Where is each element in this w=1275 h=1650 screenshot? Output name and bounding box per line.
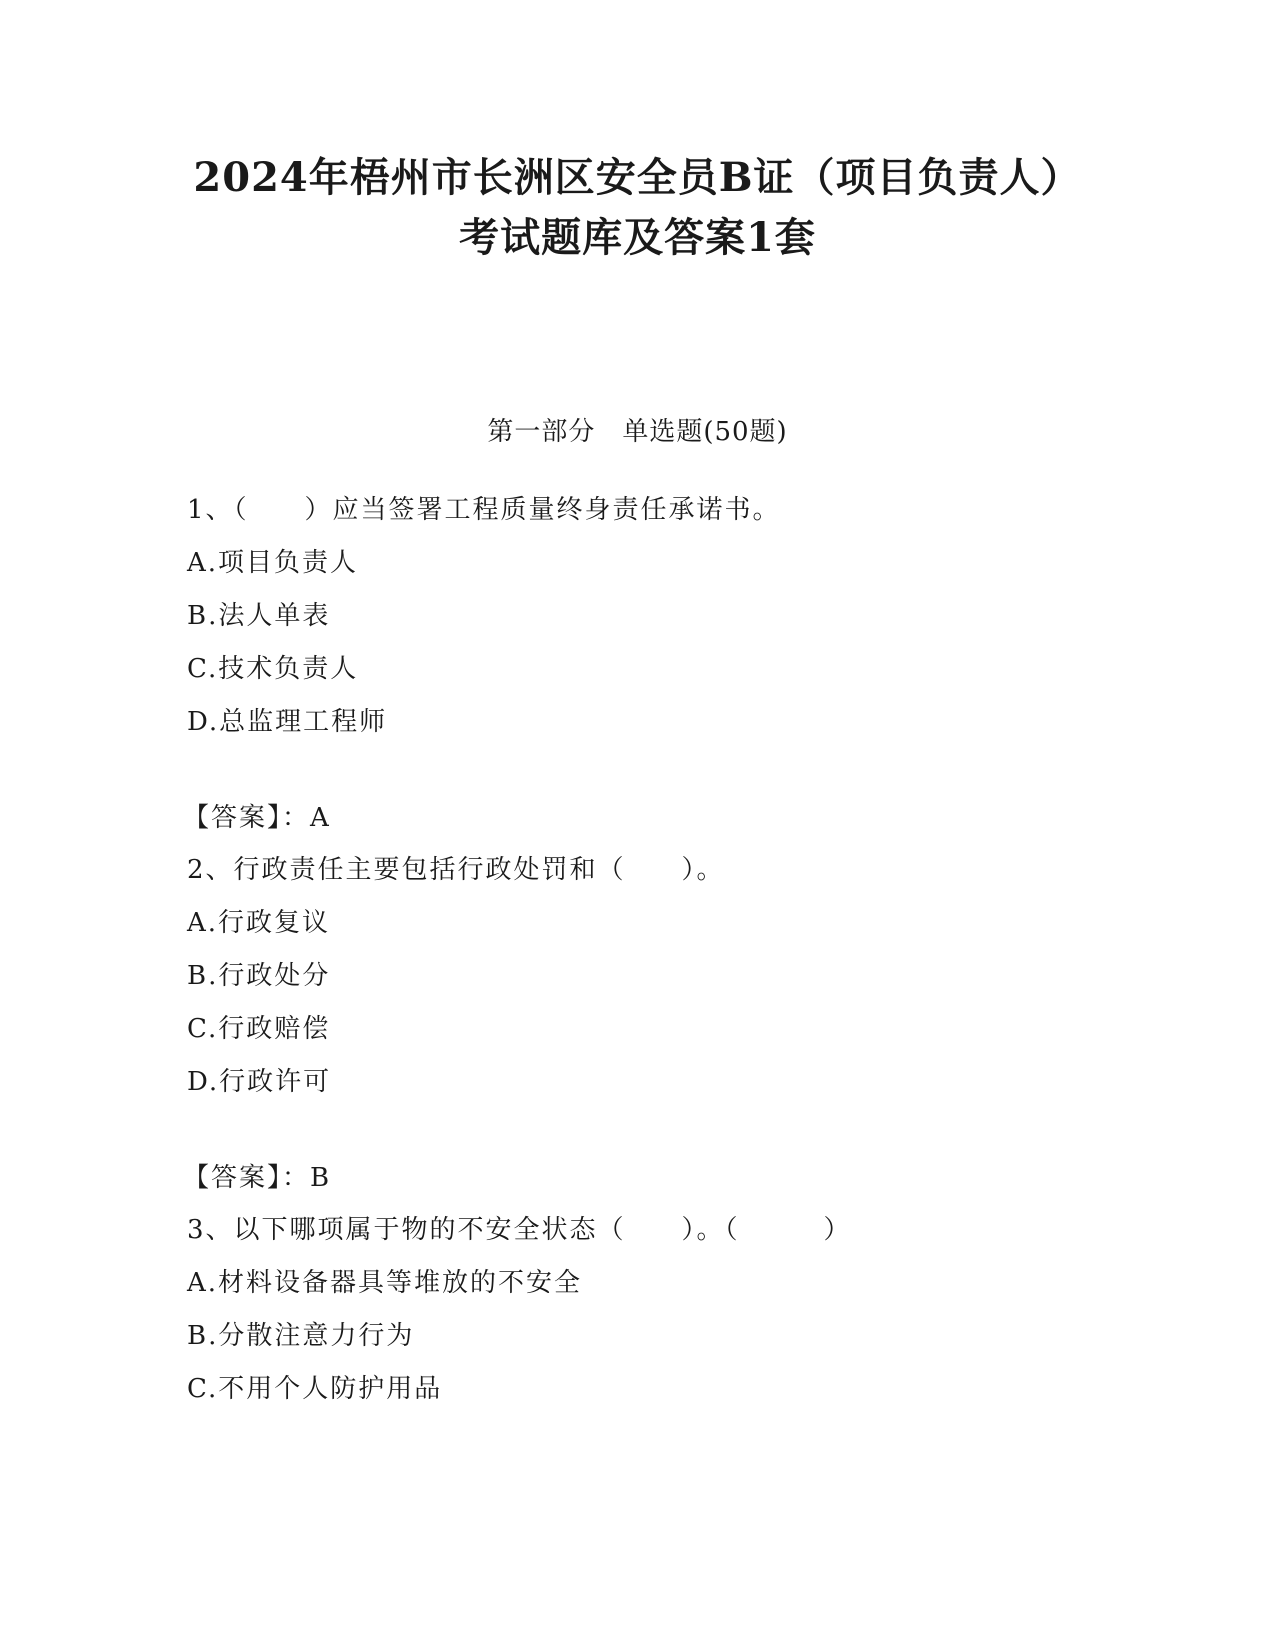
question-2-answer: 【答案】：B: [183, 1163, 332, 1193]
question-1-option-c: C.技术负责人: [187, 654, 359, 684]
document-title-line-1: 2024年梧州市长洲区安全员B证（项目负责人）: [193, 154, 1082, 201]
question-1-option-b: B.法人单表: [187, 601, 331, 631]
question-2-stem: 2、行政责任主要包括行政处罚和（ ）。: [187, 855, 725, 885]
question-2-option-c: C.行政赔偿: [187, 1014, 331, 1044]
question-2-option-d: D.行政许可: [187, 1067, 332, 1097]
question-1-option-a: A.项目负责人: [187, 548, 359, 578]
question-2-option-a: A.行政复议: [187, 908, 331, 938]
question-2-option-b: B.行政处分: [187, 961, 331, 991]
question-3-stem: 3、以下哪项属于物的不安全状态（ ）。（ ）: [187, 1215, 852, 1245]
question-3-option-b: B.分散注意力行为: [187, 1321, 415, 1351]
document-title-line-2: 考试题库及答案1套: [459, 214, 816, 261]
question-1-option-d: D.总监理工程师: [187, 707, 388, 737]
section-heading: 第一部分 单选题(50题): [487, 417, 788, 447]
question-3-option-c: C.不用个人防护用品: [187, 1374, 443, 1404]
question-1-answer: 【答案】：A: [183, 803, 331, 833]
question-3-option-a: A.材料设备器具等堆放的不安全: [187, 1268, 583, 1298]
question-1-stem: 1、（ ）应当签署工程质量终身责任承诺书。: [187, 495, 781, 525]
